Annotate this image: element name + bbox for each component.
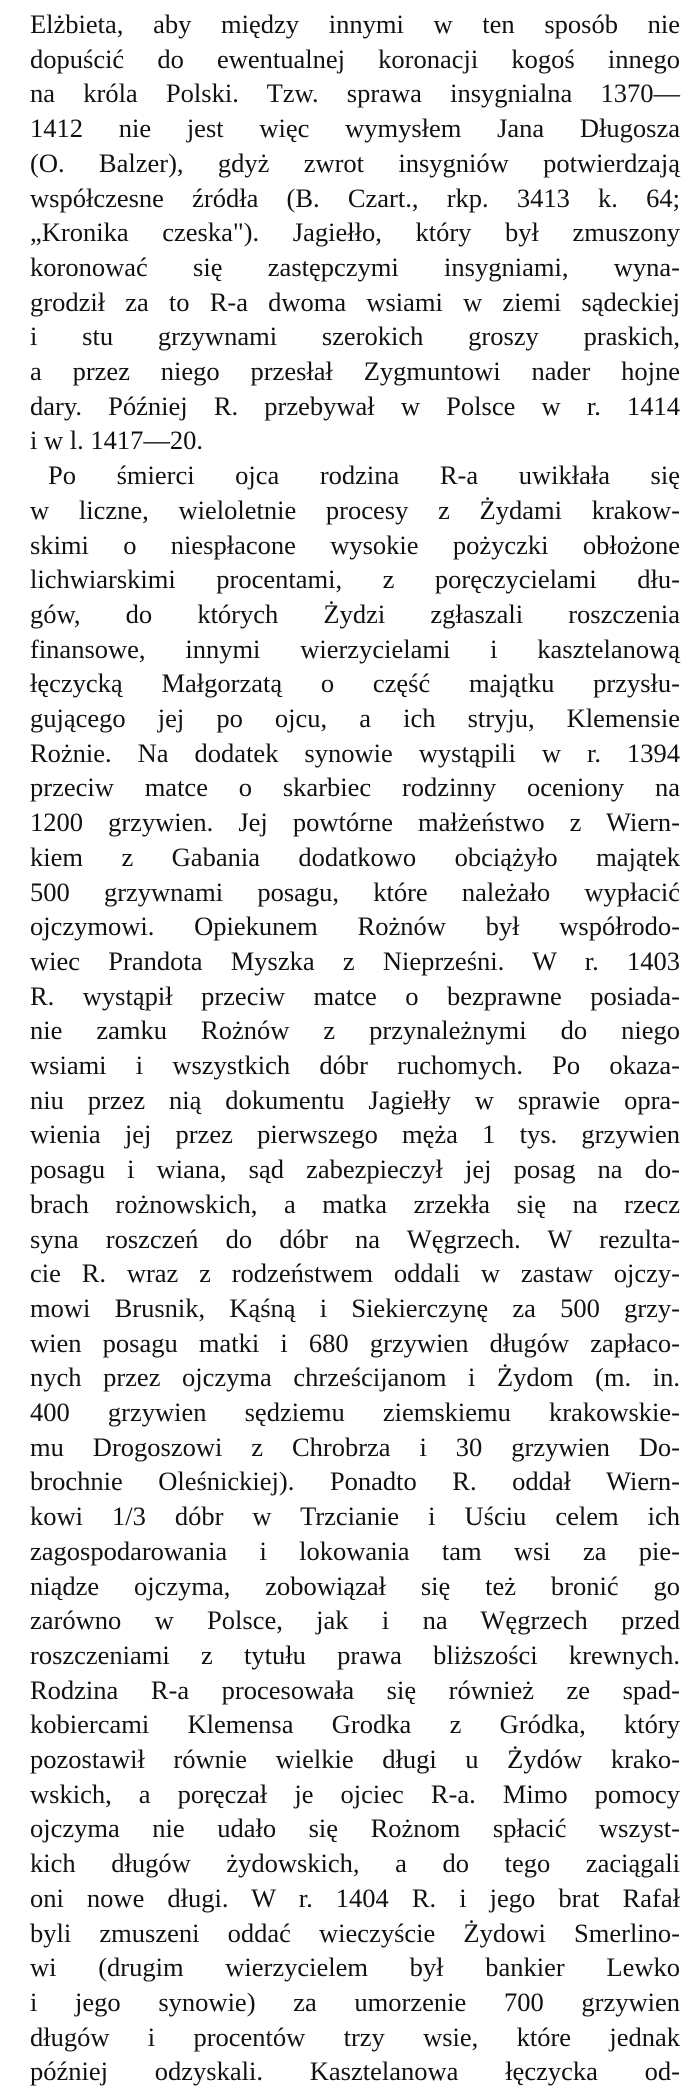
paragraph-2-line: nych przez ojczyma chrześcijanom i Żydom (m. in. [30,1362,680,1393]
paragraph-2-line: roszczeniami z tytułu prawa bliższości krewnych. [30,1639,680,1670]
paragraph-2-line: niądze ojczyma, zobowiązał się też bronić go [30,1570,680,1601]
paragraph-1-line: koronować się zastępczymi insygniami, wyna- [30,251,680,282]
paragraph-2-line: 500 grzywnami posagu, które należało wypłacić [30,876,680,907]
paragraph-2-line: skimi o niespłacone wysokie pożyczki obłożone [30,529,680,560]
paragraph-2-line: mu Drogoszowi z Chrobrza i 30 grzywien Do- [30,1431,680,1462]
paragraph-1-line: a przez niego przesłał Zygmuntowi nader hojne [30,356,680,386]
paragraph-2-line: niu przez nią dokumentu Jagiełły w sprawie opra- [30,1084,680,1115]
paragraph-2-line: brach rożnowskich, a matka zrzekła się na rzecz [30,1188,680,1219]
paragraph-2-line: wien posagu matki i 680 grzywien długów zapłaco- [30,1327,680,1358]
paragraph-1-line: na króla Polski. Tzw. sprawa insygnialna 1370— [30,78,680,109]
paragraph-2-line: gów, do których Żydzi zgłaszali roszczenia [30,598,680,629]
paragraph-2-line: kich długów żydowskich, a do tego zaciągali [30,1848,680,1879]
paragraph-2-line: gującego jej po ojcu, a ich stryju, Klemensie [30,703,680,733]
paragraph-2-line: wsiami i wszystkich dóbr ruchomych. Po okaza- [30,1050,680,1080]
paragraph-2-line: cie R. wraz z rodzeństwem oddali w zastaw ojczy- [30,1258,680,1289]
paragraph-2-line: wi (drugim wierzycielem był bankier Lewko [30,1952,680,1983]
paragraph-1-line: współczesne źródła (B. Czart., rkp. 3413 k. 64; [30,182,680,213]
paragraph-1-line: Elżbieta, aby między innymi w ten sposób nie [30,9,680,39]
paragraph-2-line: w liczne, wieloletnie procesy z Żydami krakow- [30,494,680,525]
paragraph-2-line: 400 grzywien sędziemu ziemskiemu krakowskie- [30,1397,680,1427]
paragraph-1-line: i stu grzywnami szerokich groszy praskich, [30,321,680,352]
paragraph-2-line: 1200 grzywien. Jej powtórne małżeństwo z Wiern- [30,807,680,838]
paragraph-2-line: Rożnie. Na dodatek synowie wystąpili w r. 1394 [30,737,680,768]
paragraph-1-line: (O. Balzer), gdyż zwrot insygniów potwierdzają [30,147,680,178]
paragraph-1-line: 1412 nie jest więc wymysłem Jana Długosza [30,113,680,144]
paragraph-2-line: kobiercami Klemensa Grodka z Gródka, który [30,1709,680,1740]
paragraph-2-line: finansowe, innymi wierzycielami i kasztelanową [30,633,680,664]
paragraph-2-line: oni nowe długi. W r. 1404 R. i jego brat Rafał [30,1882,680,1913]
paragraph-2-line: Po śmierci ojca rodzina R-a uwikłała się [48,460,680,491]
paragraph-2-line: byli zmuszeni oddać wieczyście Żydowi Smerlino- [30,1917,680,1948]
paragraph-2-line: kowi 1/3 dóbr w Trzcianie i Uściu celem ich [30,1501,680,1532]
paragraph-2-line: łęczycką Małgorzatą o część majątku przysłu- [30,668,680,699]
paragraph-1-line: dopuścić do ewentualnej koronacji kogoś innego [30,43,680,74]
paragraph-2-line: pozostawił równie wielkie długi u Żydów krako- [30,1744,680,1774]
paragraph-1-line: „Kronika czeska"). Jagiełło, który był zmuszony [30,217,680,248]
paragraph-2-line: wienia jej przez pierwszego męża 1 tys. grzywien [30,1119,680,1150]
paragraph-2-line: Rodzina R-a procesowała się również ze spad- [30,1674,680,1705]
paragraph-2-line: przeciw matce o skarbiec rodzinny oceniony na [30,772,680,803]
paragraph-2-line: zarówno w Polsce, jak i na Węgrzech przed [30,1605,680,1636]
paragraph-2-line: ojczyma nie udało się Rożnom spłacić wszyst- [30,1813,680,1844]
paragraph-1-line: grodził za to R-a dwoma wsiami w ziemi sądeckiej [30,286,680,317]
document-page [30,6,680,2087]
paragraph-2-line: posagu i wiana, sąd zabezpieczył jej posag na do- [30,1154,680,1185]
paragraph-2-line: kiem z Gabania dodatkowo obciążyło majątek [30,841,680,872]
paragraph-2-line: później odzyskali. Kasztelanowa łęczycka od- [30,2056,680,2087]
paragraph-2-line: zagospodarowania i lokowania tam wsi za pie- [30,1535,680,1566]
paragraph-2-line: długów i procentów trzy wsie, które jednak [30,2021,680,2052]
paragraph-2-line: mowi Brusnik, Kąśną i Siekierczynę za 500 grzy- [30,1292,680,1323]
paragraph-2-line: wskich, a poręczał je ojciec R-a. Mimo pomocy [30,1778,680,1809]
paragraph-2-line: syna roszczeń do dóbr na Węgrzech. W rezulta- [30,1223,680,1254]
paragraph-2-line: brochnie Oleśnickiej). Ponadto R. oddał Wiern- [30,1466,680,1497]
paragraph-2-line: nie zamku Rożnów z przynależnymi do niego [30,1015,680,1046]
paragraph-2-line: i jego synowie) za umorzenie 700 grzywien [30,1986,680,2017]
paragraph-1-line: i w l. 1417—20. [30,425,203,456]
paragraph-2-line: wiec Prandota Myszka z Nieprześni. W r. 1403 [30,945,680,976]
paragraph-1-line: dary. Później R. przebywał w Polsce w r. 1414 [30,390,680,421]
paragraph-2-line: R. wystąpił przeciw matce o bezprawne posiada- [30,980,680,1011]
paragraph-2-line: lichwiarskimi procentami, z poręczycielami dłu- [30,564,680,595]
paragraph-2-line: ojczymowi. Opiekunem Rożnów był współrodo- [30,911,680,942]
